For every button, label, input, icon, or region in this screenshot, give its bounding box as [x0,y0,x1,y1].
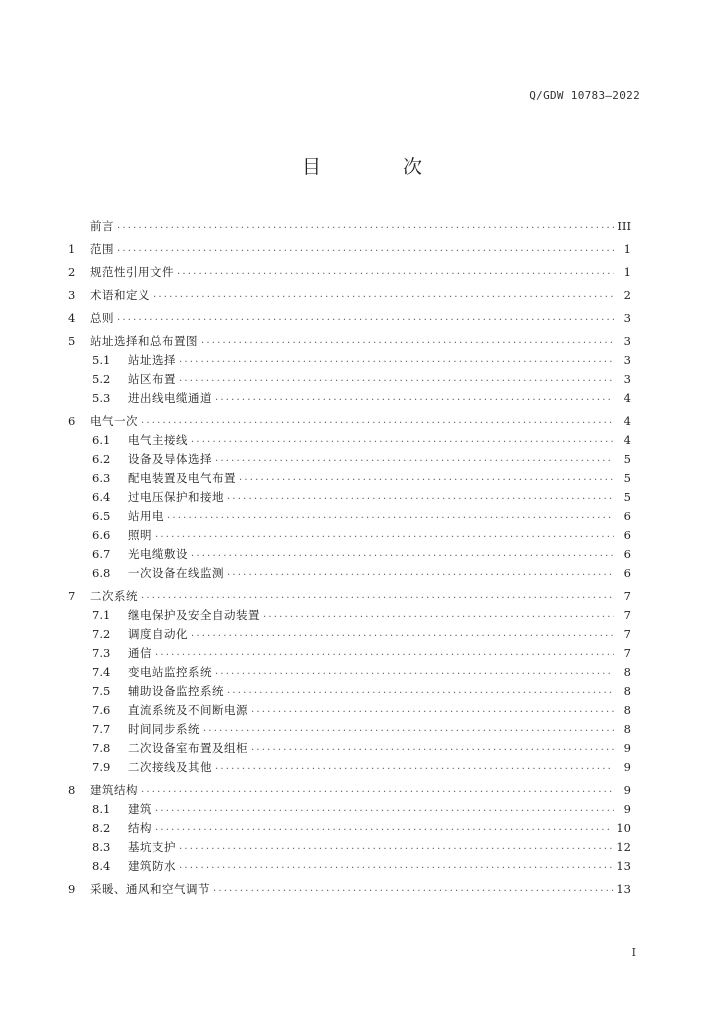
toc-subentry[interactable] [68,681,631,700]
toc-entry-label: 配电装置及电气布置 [128,470,236,485]
toc-subentry[interactable] [68,430,631,449]
toc-entry-label: 规范性引用文件 [90,264,174,279]
toc-entry[interactable] [68,411,631,430]
dot-leader [155,822,613,833]
toc-entry-number: 4 [68,310,76,325]
dot-leader [153,289,614,300]
toc-entry-number: 6.3 [92,470,111,485]
toc-subentry[interactable] [68,605,631,624]
toc-entry[interactable] [68,285,631,304]
dot-leader [191,548,614,559]
toc-subentry[interactable] [68,700,631,719]
toc-entry-number: 7 [68,588,76,603]
toc-entry-page: 4 [623,390,631,405]
toc-entry-number: 6.8 [92,565,111,580]
toc-entry-label: 通信 [128,645,152,660]
toc-entry-label: 建筑 [128,801,152,816]
toc-entry-label: 二次设备室布置及组柜 [128,740,248,755]
toc-entry-page: 3 [623,352,631,367]
toc-subentry[interactable] [68,757,631,776]
toc-entry-page: 13 [616,881,631,896]
dot-leader [239,472,614,483]
dot-leader [117,220,614,231]
toc-subentry[interactable] [68,563,631,582]
toc-entry-page: 9 [623,801,631,816]
toc-entry-number: 7.6 [92,702,111,717]
toc-entry-number: 6.4 [92,489,111,504]
toc-entry-number: 5.3 [92,390,111,405]
toc-entry-label: 照明 [128,527,152,542]
toc-entry[interactable] [68,216,631,235]
dot-leader [215,761,614,772]
toc-entry[interactable] [68,879,631,898]
toc-subentry[interactable] [68,662,631,681]
dot-leader [251,742,614,753]
toc-subentry[interactable] [68,719,631,738]
toc-entry-page: 8 [623,702,631,717]
toc-entry[interactable] [68,308,631,327]
dot-leader [227,685,614,696]
toc-subentry[interactable] [68,643,631,662]
toc-entry-number: 6.6 [92,527,111,542]
toc-subentry[interactable] [68,738,631,757]
toc-entry-label: 辅助设备监控系统 [128,683,224,698]
toc-entry-page: 7 [623,626,631,641]
toc-entry-number: 5.1 [92,352,111,367]
toc-entry-number: 7.9 [92,759,111,774]
toc-entry-number: 6.2 [92,451,111,466]
dot-leader [141,590,614,601]
toc-entry-page: 7 [623,607,631,622]
toc-entry-number: 7.2 [92,626,111,641]
toc-entry-number: 8.4 [92,858,111,873]
toc-entry-label: 建筑结构 [90,782,138,797]
toc-subentry[interactable] [68,449,631,468]
dot-leader [179,373,614,384]
toc-entry-page: 6 [623,546,631,561]
toc-subentry[interactable] [68,525,631,544]
toc-entry-label: 变电站监控系统 [128,664,212,679]
toc-subentry[interactable] [68,856,631,875]
toc-entry-number: 7.1 [92,607,111,622]
document-code: Q/GDW 10783—2022 [529,89,640,102]
toc-entry-page: 8 [623,683,631,698]
page-number: I [631,946,636,959]
toc-entry-number: 3 [68,287,76,302]
toc-entry-page: 10 [616,820,631,835]
toc-entry-page: 8 [623,721,631,736]
toc-entry-label: 一次设备在线监测 [128,565,224,580]
toc-entry-page: 5 [623,451,631,466]
toc-entry-page: 3 [623,333,631,348]
toc-entry-number: 6.5 [92,508,111,523]
toc-entry-label: 术语和定义 [90,287,150,302]
toc-subentry[interactable] [68,369,631,388]
toc-entry-label: 直流系统及不间断电源 [128,702,248,717]
toc-entry-label: 前言 [90,218,114,233]
toc-entry-number: 8 [68,782,76,797]
toc-entry-label: 范围 [90,241,114,256]
toc-entry-label: 设备及导体选择 [128,451,212,466]
toc-entry-page: 1 [623,241,631,256]
toc-entry-label: 进出线电缆通道 [128,390,212,405]
toc-subentry[interactable] [68,468,631,487]
toc-entry-label: 基坑支护 [128,839,176,854]
toc-entry-number: 5.2 [92,371,111,386]
toc-entry-number: 8.1 [92,801,111,816]
toc-entry[interactable] [68,239,631,258]
toc-entry[interactable] [68,586,631,605]
toc-entry-label: 继电保护及安全自动装置 [128,607,260,622]
toc-entry-number: 8.3 [92,839,111,854]
dot-leader [251,704,614,715]
toc-entry-number: 9 [68,881,76,896]
toc-subentry[interactable] [68,818,631,837]
dot-leader [179,860,613,871]
dot-leader [155,803,614,814]
toc-entry-label: 结构 [128,820,152,835]
dot-leader [117,243,614,254]
toc-entry-number: 8.2 [92,820,111,835]
dot-leader [263,609,614,620]
dot-leader [179,354,614,365]
dot-leader [141,784,614,795]
toc-entry-label: 调度自动化 [128,626,188,641]
toc-entry-page: 13 [616,858,631,873]
dot-leader [177,266,614,277]
toc-subentry[interactable] [68,506,631,525]
toc-entry-label: 电气一次 [90,413,138,428]
page-title: 目 次 [301,156,461,178]
dot-leader [117,312,614,323]
dot-leader [203,723,614,734]
toc-entry-page: 6 [623,508,631,523]
toc-entry-number: 1 [68,241,76,256]
toc-entry-label: 过电压保护和接地 [128,489,224,504]
toc-entry-number: 7.3 [92,645,111,660]
toc-subentry[interactable] [68,837,631,856]
toc-entry-page: 9 [623,740,631,755]
toc-entry-page: 6 [623,527,631,542]
dot-leader [227,567,614,578]
dot-leader [215,392,614,403]
toc-entry-number: 5 [68,333,76,348]
toc-subentry[interactable] [68,624,631,643]
toc-entry-label: 总则 [90,310,114,325]
toc-entry-label: 采暖、通风和空气调节 [90,881,210,896]
toc-entry-page: 3 [623,310,631,325]
dot-leader [155,529,614,540]
toc-entry-page: 7 [623,588,631,603]
dot-leader [167,510,614,521]
toc-entry-number: 7.5 [92,683,111,698]
toc-entry-number: 7.4 [92,664,111,679]
toc-entry-label: 站区布置 [128,371,176,386]
toc-entry-number: 6 [68,413,76,428]
toc-entry[interactable] [68,262,631,281]
toc-entry[interactable] [68,331,631,350]
toc-entry-page: 5 [623,470,631,485]
toc-entry-page: 12 [616,839,631,854]
toc-entry-label: 站用电 [128,508,164,523]
toc-entry-number: 7.7 [92,721,111,736]
toc-subentry[interactable] [68,350,631,369]
toc-entry-page: 9 [623,759,631,774]
toc-entry-label: 光电缆敷设 [128,546,188,561]
toc-entry-label: 站址选择 [128,352,176,367]
toc-entry-label: 电气主接线 [128,432,188,447]
toc-entry-page: 7 [623,645,631,660]
toc-entry-page: 1 [623,264,631,279]
dot-leader [155,647,614,658]
toc-subentry[interactable] [68,388,631,407]
toc-entry-page: 6 [623,565,631,580]
dot-leader [141,415,614,426]
toc-subentry[interactable] [68,487,631,506]
dot-leader [215,666,614,677]
toc-entry-label: 站址选择和总布置图 [90,333,198,348]
toc-subentry[interactable] [68,544,631,563]
toc-entry-page: 5 [623,489,631,504]
toc-entry-number: 2 [68,264,76,279]
toc-entry-number: 6.7 [92,546,111,561]
toc-entry-page: III [617,218,631,233]
toc-entry-label: 二次系统 [90,588,138,603]
toc-entry-page: 4 [623,432,631,447]
toc-entry-label: 建筑防水 [128,858,176,873]
dot-leader [191,628,614,639]
dot-leader [227,491,614,502]
toc-entry-page: 8 [623,664,631,679]
table-of-contents [68,216,631,898]
toc-subentry[interactable] [68,799,631,818]
toc-entry[interactable] [68,780,631,799]
toc-entry-page: 3 [623,371,631,386]
toc-entry-number: 6.1 [92,432,111,447]
dot-leader [179,841,613,852]
toc-entry-page: 9 [623,782,631,797]
dot-leader [201,335,614,346]
dot-leader [215,453,614,464]
dot-leader [191,434,614,445]
toc-entry-page: 4 [623,413,631,428]
dot-leader [213,883,613,894]
toc-entry-label: 时间同步系统 [128,721,200,736]
toc-entry-page: 2 [623,287,631,302]
toc-entry-number: 7.8 [92,740,111,755]
toc-entry-label: 二次接线及其他 [128,759,212,774]
